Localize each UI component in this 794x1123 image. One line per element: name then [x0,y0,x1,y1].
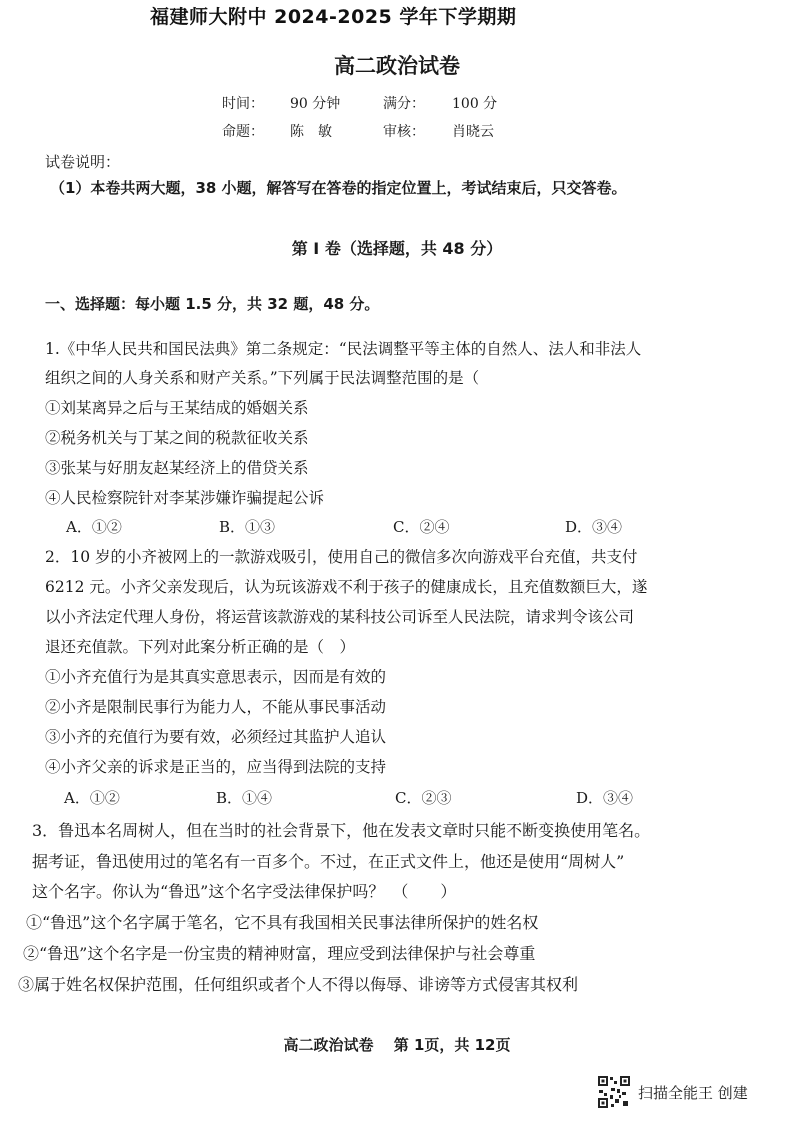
q1-stem-line-2: 组织之间的人身关系和财产关系。”下列属于民法调整范围的是（ [45,369,480,387]
q2-option-b[interactable]: B．①④ [216,789,273,807]
instructions-heading: 试卷说明： [45,153,121,171]
q1-item-3: ③张某与好朋友赵某经济上的借贷关系 [45,459,309,477]
q1-item-4: ④人民检察院针对李某涉嫌诈骗提起公诉 [45,489,325,507]
q1-option-d[interactable]: D．③④ [565,518,623,536]
q1-item-2: ②税务机关与丁某之间的税款征收关系 [45,429,309,447]
scanner-watermark: 扫描全能王 创建 [638,1084,748,1102]
q1-stem-line-1: 1.《中华人民共和国民法典》第二条规定：“民法调整平等主体的自然人、法人和非法人 [45,340,642,358]
school-title: 福建师大附中 2024-2025 学年下学期期 [150,6,517,28]
qr-code-icon [597,1075,631,1109]
q2-option-a[interactable]: A．①② [64,789,120,807]
q2-stem-line-2: 6212 元。小齐父亲发现后，认为玩该游戏不利于孩子的健康成长，且充值数额巨大，遂 [45,578,648,596]
exam-title: 高二政治试卷 [334,54,460,78]
q2-item-2: ②小齐是限制民事行为能力人，不能从事民事活动 [45,698,387,716]
author-label: 命题： [222,124,264,140]
q2-option-c[interactable]: C．②③ [395,789,452,807]
q3-stem-line-2: 据考证，鲁迅使用过的笔名有一百多个。不过，在正式文件上，他还是使用“周树人” [32,852,625,871]
reviewer-label: 审核： [383,124,425,140]
score-label: 满分： [383,96,425,112]
score-value: 100 分 [452,96,498,112]
q1-item-1: ①刘某离异之后与王某结成的婚姻关系 [45,399,309,417]
q2-option-d[interactable]: D．③④ [576,789,634,807]
q3-stem-line-1: 3．鲁迅本名周树人，但在当时的社会背景下，他在发表文章时只能不断变换使用笔名。 [32,821,651,840]
q2-item-4: ④小齐父亲的诉求是正当的，应当得到法院的支持 [45,758,387,776]
q1-option-b[interactable]: B．①③ [219,518,276,536]
q3-stem-line-3: 这个名字。你认为“鲁迅”这个名字受法律保护吗？ （ ） [32,882,457,901]
page-footer: 高二政治试卷 第 1页，共 12页 [283,1036,511,1054]
reviewer-value: 肖晓云 [452,124,494,140]
q2-item-1: ①小齐充值行为是其真实意思表示，因而是有效的 [45,668,387,686]
q1-option-a[interactable]: A．①② [66,518,122,536]
part-heading: 一、选择题：每小题 1.5 分，共 32 题，48 分。 [45,295,380,313]
time-label: 时间： [222,96,264,112]
q2-stem-line-3: 以小齐法定代理人身份，将运营该款游戏的某科技公司诉至人民法院，请求判令该公司 [45,608,635,626]
q2-stem-line-4: 退还充值款。下列对此案分析正确的是（ ） [45,638,356,656]
time-value: 90 分钟 [290,96,341,112]
q1-option-c[interactable]: C．②④ [393,518,450,536]
section-title: 第 I 卷（选择题，共 48 分） [291,239,503,258]
instructions-item-1: （1）本卷共两大题，38 小题，解答写在答卷的指定位置上，考试结束后，只交答卷。 [50,179,627,197]
q3-item-3: ③属于姓名权保护范围，任何组织或者个人不得以侮辱、诽谤等方式侵害其权利 [18,975,579,994]
author-value: 陈 敏 [290,124,332,140]
q3-item-1: ①“鲁迅”这个名字属于笔名，它不具有我国相关民事法律所保护的姓名权 [26,913,539,932]
q2-item-3: ③小齐的充值行为要有效，必须经过其监护人追认 [45,728,387,746]
q2-stem-line-1: 2．10 岁的小齐被网上的一款游戏吸引，使用自己的微信多次向游戏平台充值，共支付 [45,548,638,566]
q3-item-2: ②“鲁迅”这个名字是一份宝贵的精神财富，理应受到法律保护与社会尊重 [23,944,536,963]
